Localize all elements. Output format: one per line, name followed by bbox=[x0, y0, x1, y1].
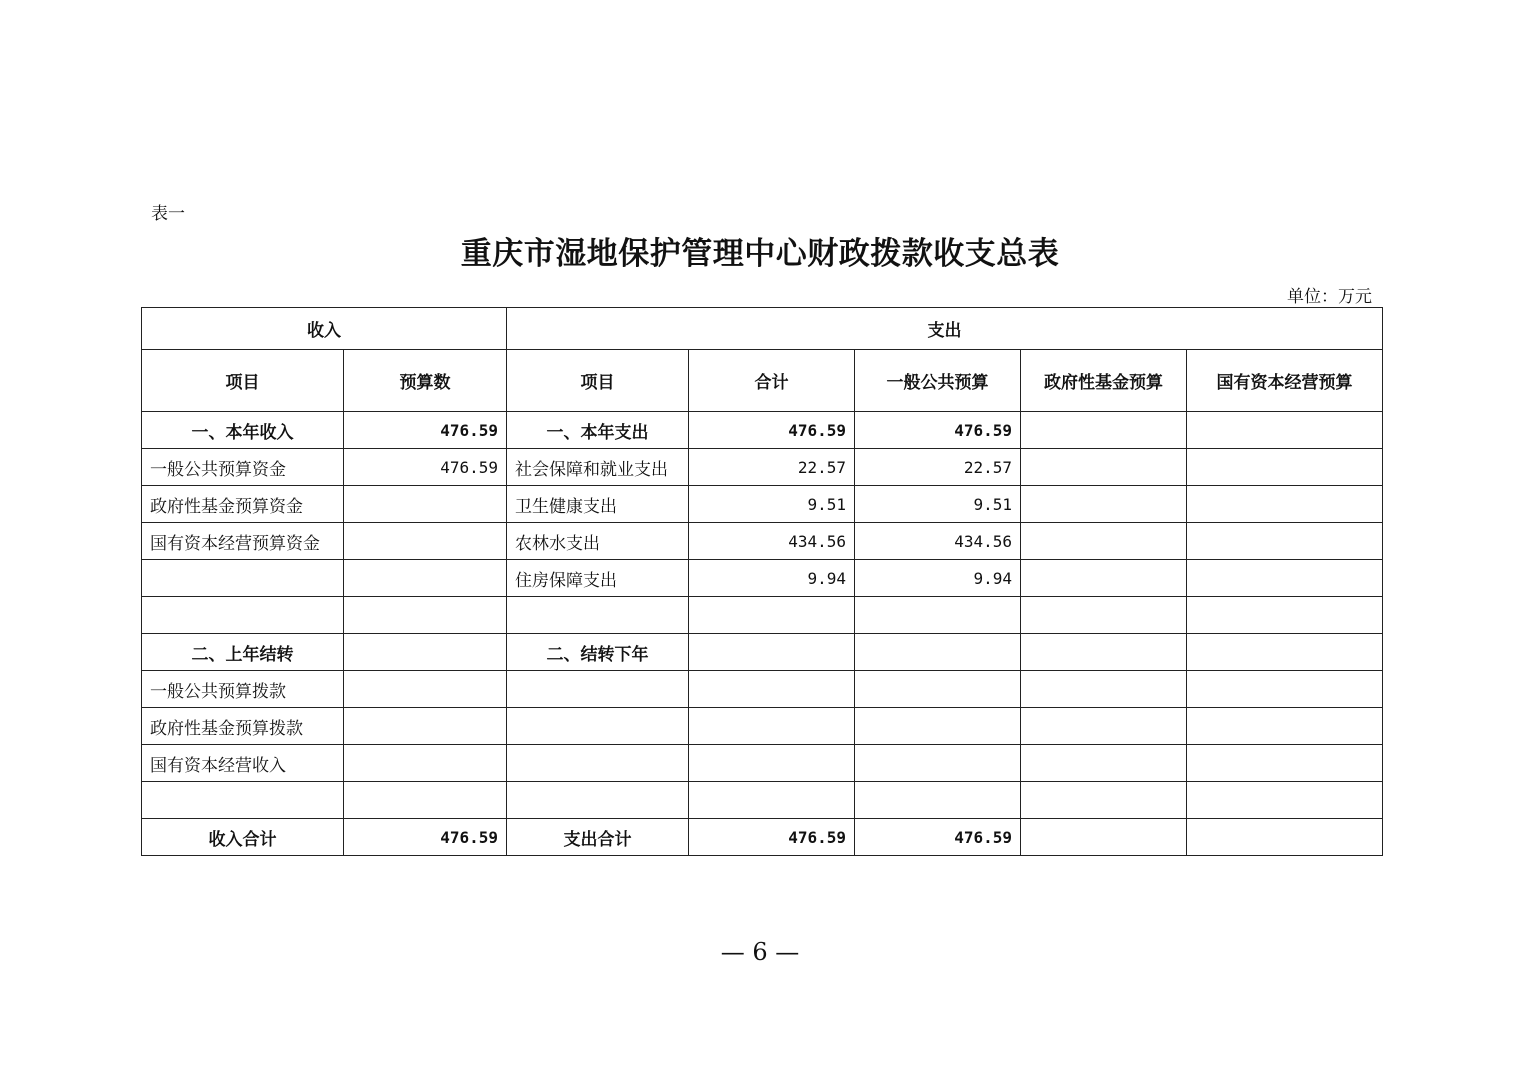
income-item: 政府性基金预算资金 bbox=[142, 486, 344, 523]
income-total-label: 收入合计 bbox=[142, 819, 344, 856]
income-amount bbox=[344, 486, 507, 523]
expense-state-capital bbox=[1187, 782, 1383, 819]
income-item bbox=[142, 782, 344, 819]
expense-state-capital-total bbox=[1187, 819, 1383, 856]
income-item: 一般公共预算拨款 bbox=[142, 671, 344, 708]
income-item: 政府性基金预算拨款 bbox=[142, 708, 344, 745]
expense-state-capital bbox=[1187, 486, 1383, 523]
expense-state-capital bbox=[1187, 523, 1383, 560]
expense-item: 社会保障和就业支出 bbox=[507, 449, 689, 486]
expense-general-public bbox=[855, 671, 1021, 708]
expense-item: 一、本年支出 bbox=[507, 412, 689, 449]
income-amount bbox=[344, 597, 507, 634]
income-item: 国有资本经营预算资金 bbox=[142, 523, 344, 560]
expense-item bbox=[507, 597, 689, 634]
expense-government-fund bbox=[1021, 634, 1187, 671]
table-row bbox=[142, 745, 1383, 782]
expense-item bbox=[507, 671, 689, 708]
expense-government-fund bbox=[1021, 708, 1187, 745]
expense-total bbox=[689, 782, 855, 819]
income-amount: 476.59 bbox=[344, 449, 507, 486]
expense-government-fund bbox=[1021, 449, 1187, 486]
expense-government-fund-total bbox=[1021, 819, 1187, 856]
table-row bbox=[142, 486, 1383, 523]
document-title: 重庆市湿地保护管理中心财政拨款收支总表 bbox=[460, 236, 1060, 272]
expense-item: 二、结转下年 bbox=[507, 634, 689, 671]
income-amount bbox=[344, 708, 507, 745]
expense-item: 住房保障支出 bbox=[507, 560, 689, 597]
expense-total: 9.51 bbox=[689, 486, 855, 523]
table-row bbox=[142, 560, 1383, 597]
table-row bbox=[142, 412, 1383, 449]
income-group-header: 收入 bbox=[142, 308, 507, 350]
expense-government-fund bbox=[1021, 523, 1187, 560]
expense-government-fund bbox=[1021, 486, 1187, 523]
expense-total bbox=[689, 597, 855, 634]
table-row bbox=[142, 708, 1383, 745]
group-header-row bbox=[142, 308, 1383, 350]
col-total: 合计 bbox=[689, 350, 855, 412]
expense-total bbox=[689, 708, 855, 745]
income-amount bbox=[344, 523, 507, 560]
expense-government-fund bbox=[1021, 560, 1187, 597]
expense-total bbox=[689, 634, 855, 671]
income-amount bbox=[344, 745, 507, 782]
income-item: 国有资本经营收入 bbox=[142, 745, 344, 782]
expense-state-capital bbox=[1187, 708, 1383, 745]
expense-government-fund bbox=[1021, 782, 1187, 819]
table-row bbox=[142, 523, 1383, 560]
expense-general-public: 9.51 bbox=[855, 486, 1021, 523]
expense-state-capital bbox=[1187, 597, 1383, 634]
expense-general-public bbox=[855, 634, 1021, 671]
income-item: 一、本年收入 bbox=[142, 412, 344, 449]
expense-state-capital bbox=[1187, 671, 1383, 708]
table-label: 表一 bbox=[151, 204, 185, 224]
expense-item: 农林水支出 bbox=[507, 523, 689, 560]
expense-government-fund bbox=[1021, 597, 1187, 634]
col-general-public-budget: 一般公共预算 bbox=[855, 350, 1021, 412]
table-row bbox=[142, 634, 1383, 671]
table-row bbox=[142, 671, 1383, 708]
table-row bbox=[142, 597, 1383, 634]
expense-general-public bbox=[855, 597, 1021, 634]
income-item bbox=[142, 560, 344, 597]
expense-general-public bbox=[855, 782, 1021, 819]
expense-total bbox=[689, 671, 855, 708]
page-number: — 6 — bbox=[720, 938, 800, 966]
income-amount: 476.59 bbox=[344, 412, 507, 449]
expense-total-label: 支出合计 bbox=[507, 819, 689, 856]
expense-state-capital bbox=[1187, 745, 1383, 782]
expense-general-public: 9.94 bbox=[855, 560, 1021, 597]
col-income-item: 项目 bbox=[142, 350, 344, 412]
expense-item bbox=[507, 782, 689, 819]
income-item: 二、上年结转 bbox=[142, 634, 344, 671]
unit-note: 单位：万元 bbox=[1287, 287, 1372, 307]
income-amount bbox=[344, 671, 507, 708]
expense-total: 9.94 bbox=[689, 560, 855, 597]
expense-government-fund bbox=[1021, 671, 1187, 708]
expense-government-fund bbox=[1021, 412, 1187, 449]
table-row bbox=[142, 782, 1383, 819]
expense-general-public: 22.57 bbox=[855, 449, 1021, 486]
expense-state-capital bbox=[1187, 560, 1383, 597]
expense-state-capital bbox=[1187, 634, 1383, 671]
income-item bbox=[142, 597, 344, 634]
expense-item: 卫生健康支出 bbox=[507, 486, 689, 523]
col-budget-amount: 预算数 bbox=[344, 350, 507, 412]
expense-general-public: 434.56 bbox=[855, 523, 1021, 560]
expense-item bbox=[507, 745, 689, 782]
income-item: 一般公共预算资金 bbox=[142, 449, 344, 486]
income-amount bbox=[344, 560, 507, 597]
expense-general-public-total: 476.59 bbox=[855, 819, 1021, 856]
expense-state-capital bbox=[1187, 449, 1383, 486]
col-expense-item: 项目 bbox=[507, 350, 689, 412]
income-amount bbox=[344, 782, 507, 819]
col-government-fund-budget: 政府性基金预算 bbox=[1021, 350, 1187, 412]
expense-state-capital bbox=[1187, 412, 1383, 449]
expense-total: 476.59 bbox=[689, 412, 855, 449]
totals-row bbox=[142, 819, 1383, 856]
expense-total: 22.57 bbox=[689, 449, 855, 486]
table-row bbox=[142, 449, 1383, 486]
budget-summary-table bbox=[141, 307, 1383, 856]
expense-government-fund bbox=[1021, 745, 1187, 782]
column-header-row bbox=[142, 350, 1383, 412]
expense-item bbox=[507, 708, 689, 745]
expense-total-amount: 476.59 bbox=[689, 819, 855, 856]
expense-total bbox=[689, 745, 855, 782]
income-amount bbox=[344, 634, 507, 671]
col-state-capital-budget: 国有资本经营预算 bbox=[1187, 350, 1383, 412]
expense-total: 434.56 bbox=[689, 523, 855, 560]
expense-general-public bbox=[855, 745, 1021, 782]
income-total-amount: 476.59 bbox=[344, 819, 507, 856]
expense-general-public: 476.59 bbox=[855, 412, 1021, 449]
expense-group-header: 支出 bbox=[507, 308, 1383, 350]
expense-general-public bbox=[855, 708, 1021, 745]
